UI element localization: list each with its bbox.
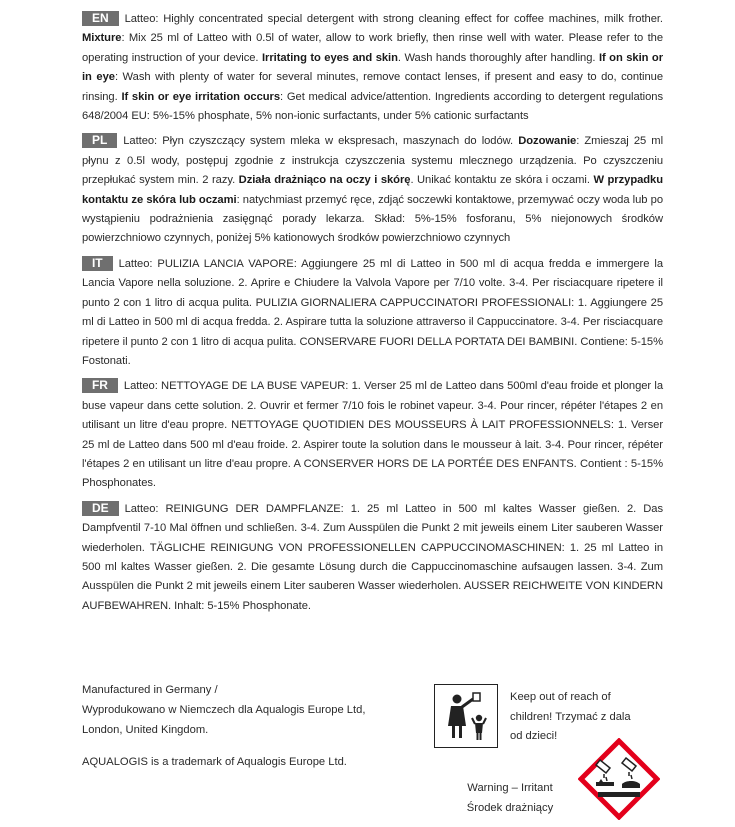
keep-away-from-children-icon (434, 684, 498, 748)
language-badge-pl: PL (82, 133, 117, 148)
language-badge-en: EN (82, 11, 119, 26)
section-it-text-0: Latteo: PULIZIA LANCIA VAPORE: Aggiungere 25 ml di Latteo in 500 ml di acqua fredda e immergere la Lancia Vapore nella soluzione. 2. Aprire e Chiudere la Valvola Vapore per 7/10 volte. 3-4. Per risciacquare ripetere il punto 2 con 1 litro di acqua pulita. PULIZIA GIORNALIERA CAPPUCCINATORI PROFESSIONALI: 1. Aggiungere 25 ml di Latteo in 500 ml di acqua fredda. 2. Aspirare tutta la soluzione attraverso il Cappuccinatore. 3-4. Per risciacquare ripetere il punto 2 con 1 litro di acqua pulita. CONSERVARE FUORI DELLA PORTATA DEI BAMBINI. Contiene: 5-15% Fostonati. (82, 257, 663, 367)
section-fr-text-0: Latteo: NETTOYAGE DE LA BUSE VAPEUR: 1. Verser 25 ml de Latteo dans 500ml d'eau froide et plonger la buse vapeur dans cette solution. 2. Ouvrir et fermer 7/10 fois le robinet vapeur. 3-4. Pour rincer, répéter l'étapes 2 en utilisant un litre d'eau propre. NETTOYAGE QUOTIDIEN DES MOUSSEURS À LAIT PROFESSIONNELS: 1. Verser 25 ml de Latteo dans 500 ml d'eau froide. 2. Aspirer toute la solution dans le mousseur à lait. 3-4. Pour rincer, répéter l'étapes 2 en utilisant un litre d'eau propre. A CONSERVER HORS DE LA PORTÉE DES ENFANTS. Contient : 5-15% Phosphonates. (82, 380, 663, 490)
section-en (82, 10, 663, 126)
ghs-corrosive-icon (578, 738, 660, 820)
section-pl-text-0: Latteo: Płyn czyszczący system mleka w ekspresach, maszynach do lodów. (123, 135, 519, 148)
section-pl-text-1: Dozowanie (518, 135, 577, 148)
section-en-text-0: Latteo: Highly concentrated special detergent with strong cleaning effect for coffee machines, milk frother. (124, 13, 663, 25)
section-it (82, 255, 663, 371)
section-de-text-0: Latteo: REINIGUNG DER DAMPFLANZE: 1. 25 ml Latteo in 500 ml kaltes Wasser gießen. 2. Das Dampfventil 7-10 Mal öffnen und schließen. 3-4. Zum Ausspülen die Punkt 2 mit jeweils einem Liter sauberen Wasser wiederholen. TÄGLICHE REINIGUNG VON PROFESSIONELLEN CAPPUCCINOMASCHINEN: 1. 25 ml Latteo in 500 ml kaltes Wasser gießen. 2. Die gesamte Lösung durch die Cappuccinomaschine aufsaugen lassen. 3-4. Zum Ausspülen die Punkt 2 mit jeweils einem Liter sauberen Wasser wiederholen. AUSSER REICHWEITE VON KINDERN AUFBEWAHREN. Inhalt: 5-15% Phosphonate. (82, 502, 663, 612)
keep-line-2: children! Trzymać z dala (510, 710, 631, 723)
section-pl-text-3: Działa drażniąco na oczy i skórę (238, 174, 411, 187)
section-en-text-1: Mixture (82, 32, 122, 45)
warning-pl-line: Środek drażniący (466, 802, 554, 814)
section-pl-text-6: : natychmiast przemyć ręce, zdjąć soczewki kontaktowe, przemywać oczy woda lub po wystąpieniu podrażnienia zasięgnąć porady lekarza. Skład: 5%-15% fosforanu, 5% niejonowych środków powierzchniowo czynnych, poniżej 5% kationowych środków powierzchniowo czynnych (82, 193, 663, 245)
label-text-sections (82, 10, 663, 622)
manufacturer-info (82, 680, 422, 772)
trademark-line: AQUALOGIS is a trademark of Aqualogis Europe Ltd. (82, 756, 347, 768)
warning-text (440, 778, 580, 818)
warning-line: Warning – Irritant (467, 782, 553, 794)
section-en-text-4: . Wash hands thoroughly after handling. (397, 51, 599, 64)
keep-line-1: Keep out of reach of (510, 691, 611, 703)
location-line: London, United Kingdom. (82, 724, 209, 736)
section-pl (82, 132, 663, 248)
section-en-text-7: If skin or eye irritation occurs (121, 90, 281, 103)
section-pl-text-2: : Zmieszaj 25 ml płynu z 0.5l wody, postępuj zgodnie z instrukcja czyszczenia systemu mlecznego urządzenia. Po czyszczeniu przepłukać system min. 2 razy. (82, 135, 664, 187)
language-badge-fr: FR (82, 378, 118, 393)
manufactured-line: Manufactured in Germany / (82, 684, 218, 696)
section-pl-text-4: . Unikać kontaktu ze skóra i oczami. (410, 174, 594, 187)
section-en-text-6: : Wash with plenty of water for several minutes, remove contact lenses, if present and easy to do, continue rinsing. (82, 71, 664, 103)
section-en-text-2: : Mix 25 ml of Latteo with 0.5l of water, allow to work briefly, then rinse well with water. Please refer to the operating instruction of your device. (82, 32, 663, 64)
section-pl-text-5: W przypadku kontaktu ze skóra lub oczami (82, 174, 664, 206)
section-en-text-3: Irritating to eyes and skin (261, 51, 398, 64)
language-badge-de: DE (82, 501, 119, 516)
section-de (82, 500, 663, 616)
section-en-text-8: : Get medical advice/attention. Ingredients according to detergent regulations 648/2004 EU: 5%-15% phosphate, 5% non-ionic surfactants, under 5% cationic surfactants (82, 90, 664, 123)
keep-line-3: od dzieci! (510, 730, 558, 742)
section-en-text-5: If on skin or in eye (82, 51, 663, 84)
produced-pl-line: Wyprodukowano w Niemczech dla Aqualogis Europe Ltd, (82, 704, 366, 716)
language-badge-it: IT (82, 256, 113, 271)
section-fr (82, 377, 663, 493)
